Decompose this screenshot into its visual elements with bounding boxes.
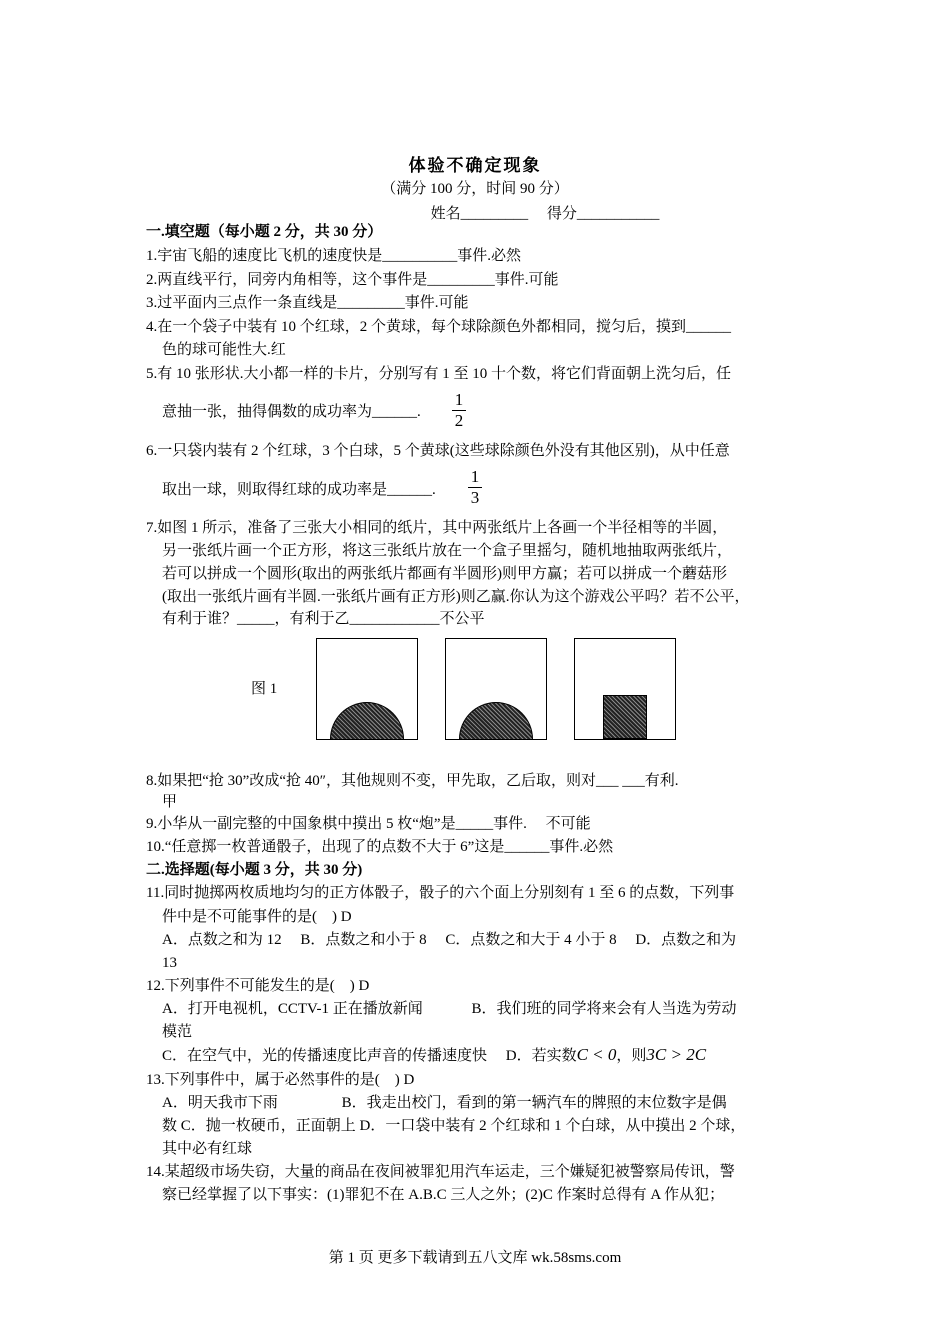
page-title: 体验不确定现象 bbox=[408, 156, 542, 175]
question-13-options-cd: 数 C．抛一枚硬币，正面朝上 D．一口袋中装有 2 个红球和 1 个白球，从中摸出 2 个球， bbox=[162, 1118, 746, 1134]
question-9: 9.小华从一副完整的中国象棋中摸出 5 枚“炮”是_____事件. 不可能 bbox=[146, 816, 591, 832]
question-12-options-cd bbox=[162, 1045, 706, 1066]
question-5-line-2: 意抽一张，抽得偶数的成功率为______. bbox=[162, 404, 421, 420]
question-4-line-1: 4.在一个袋子中装有 10 个红球，2 个黄球，每个球除颜色外都相同，搅匀后，摸到______ bbox=[146, 319, 732, 335]
question-8-line-2: 甲 bbox=[162, 794, 178, 810]
question-11-line-1: 11.同时抛掷两枚质地均匀的正方体骰子，骰子的六个面上分别刻有 1 至 6 的点数，下列事 bbox=[146, 885, 735, 901]
semicircle-shape bbox=[330, 702, 404, 739]
square-shape bbox=[603, 695, 647, 739]
question-12: 12.下列事件不可能发生的是( ) D bbox=[146, 978, 370, 994]
question-7-line-5: 有利于谁？_____，有利于乙____________不公平 bbox=[162, 611, 485, 627]
question-5-line-1: 5.有 10 张形状.大小都一样的卡片，分别写有 1 至 10 十个数，将它们背面朝上洗匀后，任 bbox=[146, 366, 732, 382]
question-6-line-1: 6.一只袋内装有 2 个红球，3 个白球，5 个黄球(这些球除颜色外没有其他区别)，从中任意 bbox=[146, 443, 730, 459]
section-1-heading: 一.填空题（每小题 2 分，共 30 分） bbox=[146, 224, 383, 240]
question-11-line-2: 件中是不可能事件的是( ) D bbox=[162, 909, 352, 925]
card-semicircle-2 bbox=[445, 638, 547, 740]
question-4-line-2: 色的球可能性大.红 bbox=[162, 342, 286, 358]
question-7-line-4: (取出一张纸片画有半圆.一张纸片画有正方形)则乙赢.你认为这个游戏公平吗？若不公平， bbox=[162, 589, 750, 605]
question-8-line-1: 8.如果把“抢 30”改成“抢 40″，其他规则不变，甲先取，乙后取，则对___ ___有利. bbox=[146, 773, 679, 789]
fraction-one-third: 1 3 bbox=[467, 467, 483, 508]
page-footer: 第 1 页 更多下载请到五八文库 wk.58sms.com bbox=[328, 1250, 622, 1266]
question-1: 1.宇宙飞船的速度比飞机的速度快是__________事件.必然 bbox=[146, 248, 522, 264]
section-2-heading: 二.选择题(每小题 3 分，共 30 分) bbox=[146, 862, 363, 878]
name-score-line: 姓名_________ 得分___________ bbox=[430, 206, 660, 222]
question-13-options-cont: 其中必有红球 bbox=[162, 1141, 253, 1157]
question-12-option-text: C．在空气中，光的传播速度比声音的传播速度快 D．若实数 bbox=[162, 1048, 577, 1064]
fraction-one-half: 1 2 bbox=[451, 390, 467, 431]
figure-1-label: 图 1 bbox=[251, 681, 278, 697]
question-10: 10.“任意掷一枚普通骰子，出现了的点数不大于 6”这是______事件.必然 bbox=[146, 839, 614, 855]
question-7-line-2: 另一张纸片画一个正方形，将这三张纸片放在一个盒子里摇匀，随机地抽取两张纸片， bbox=[162, 543, 733, 559]
question-13-options-ab: A．明天我市下雨 B．我走出校门，看到的第一辆汽车的牌照的末位数字是偶 bbox=[162, 1095, 727, 1111]
question-2: 2.两直线平行，同旁内角相等，这个事件是_________事件.可能 bbox=[146, 272, 559, 288]
question-7-line-1: 7.如图 1 所示，准备了三张大小相同的纸片，其中两张纸片上各画一个半径相等的半圆， bbox=[146, 520, 728, 536]
question-14-line-1: 14.某超级市场失窃，大量的商品在夜间被罪犯用汽车运走，三个嫌疑犯被警察局传讯，警 bbox=[146, 1164, 735, 1180]
question-12-separator: ，则 bbox=[616, 1048, 647, 1064]
question-3: 3.过平面内三点作一条直线是_________事件.可能 bbox=[146, 295, 469, 311]
question-14-line-2: 察已经掌握了以下事实：(1)罪犯不在 A.B.C 三人之外；(2)C 作案时总得有 A 作从犯； bbox=[162, 1187, 725, 1203]
subtitle: （满分 100 分，时间 90 分） bbox=[381, 181, 569, 197]
question-11-options: A．点数之和为 12 B．点数之和小于 8 C．点数之和大于 4 小于 8 D．点数之和为 bbox=[162, 932, 737, 948]
card-square bbox=[574, 638, 676, 740]
math-c-less-zero: C < 0 bbox=[576, 1045, 617, 1064]
question-6-line-2: 取出一球，则取得红球的成功率是______. bbox=[162, 482, 436, 498]
question-12-options-ab: A．打开电视机，CCTV-1 正在播放新闻 B．我们班的同学将来会有人当选为劳动 bbox=[162, 1001, 737, 1017]
question-7-line-3: 若可以拼成一个圆形(取出的两张纸片都画有半圆形)则甲方赢；若可以拼成一个蘑菇形 bbox=[162, 566, 727, 582]
semicircle-shape bbox=[459, 702, 533, 739]
question-13: 13.下列事件中，属于必然事件的是( ) D bbox=[146, 1072, 415, 1088]
question-11-options-cont: 13 bbox=[162, 955, 177, 971]
question-12-options-ab-cont: 模范 bbox=[162, 1024, 193, 1040]
math-3c-greater-2c: 3C > 2C bbox=[646, 1045, 707, 1064]
card-semicircle-1 bbox=[316, 638, 418, 740]
